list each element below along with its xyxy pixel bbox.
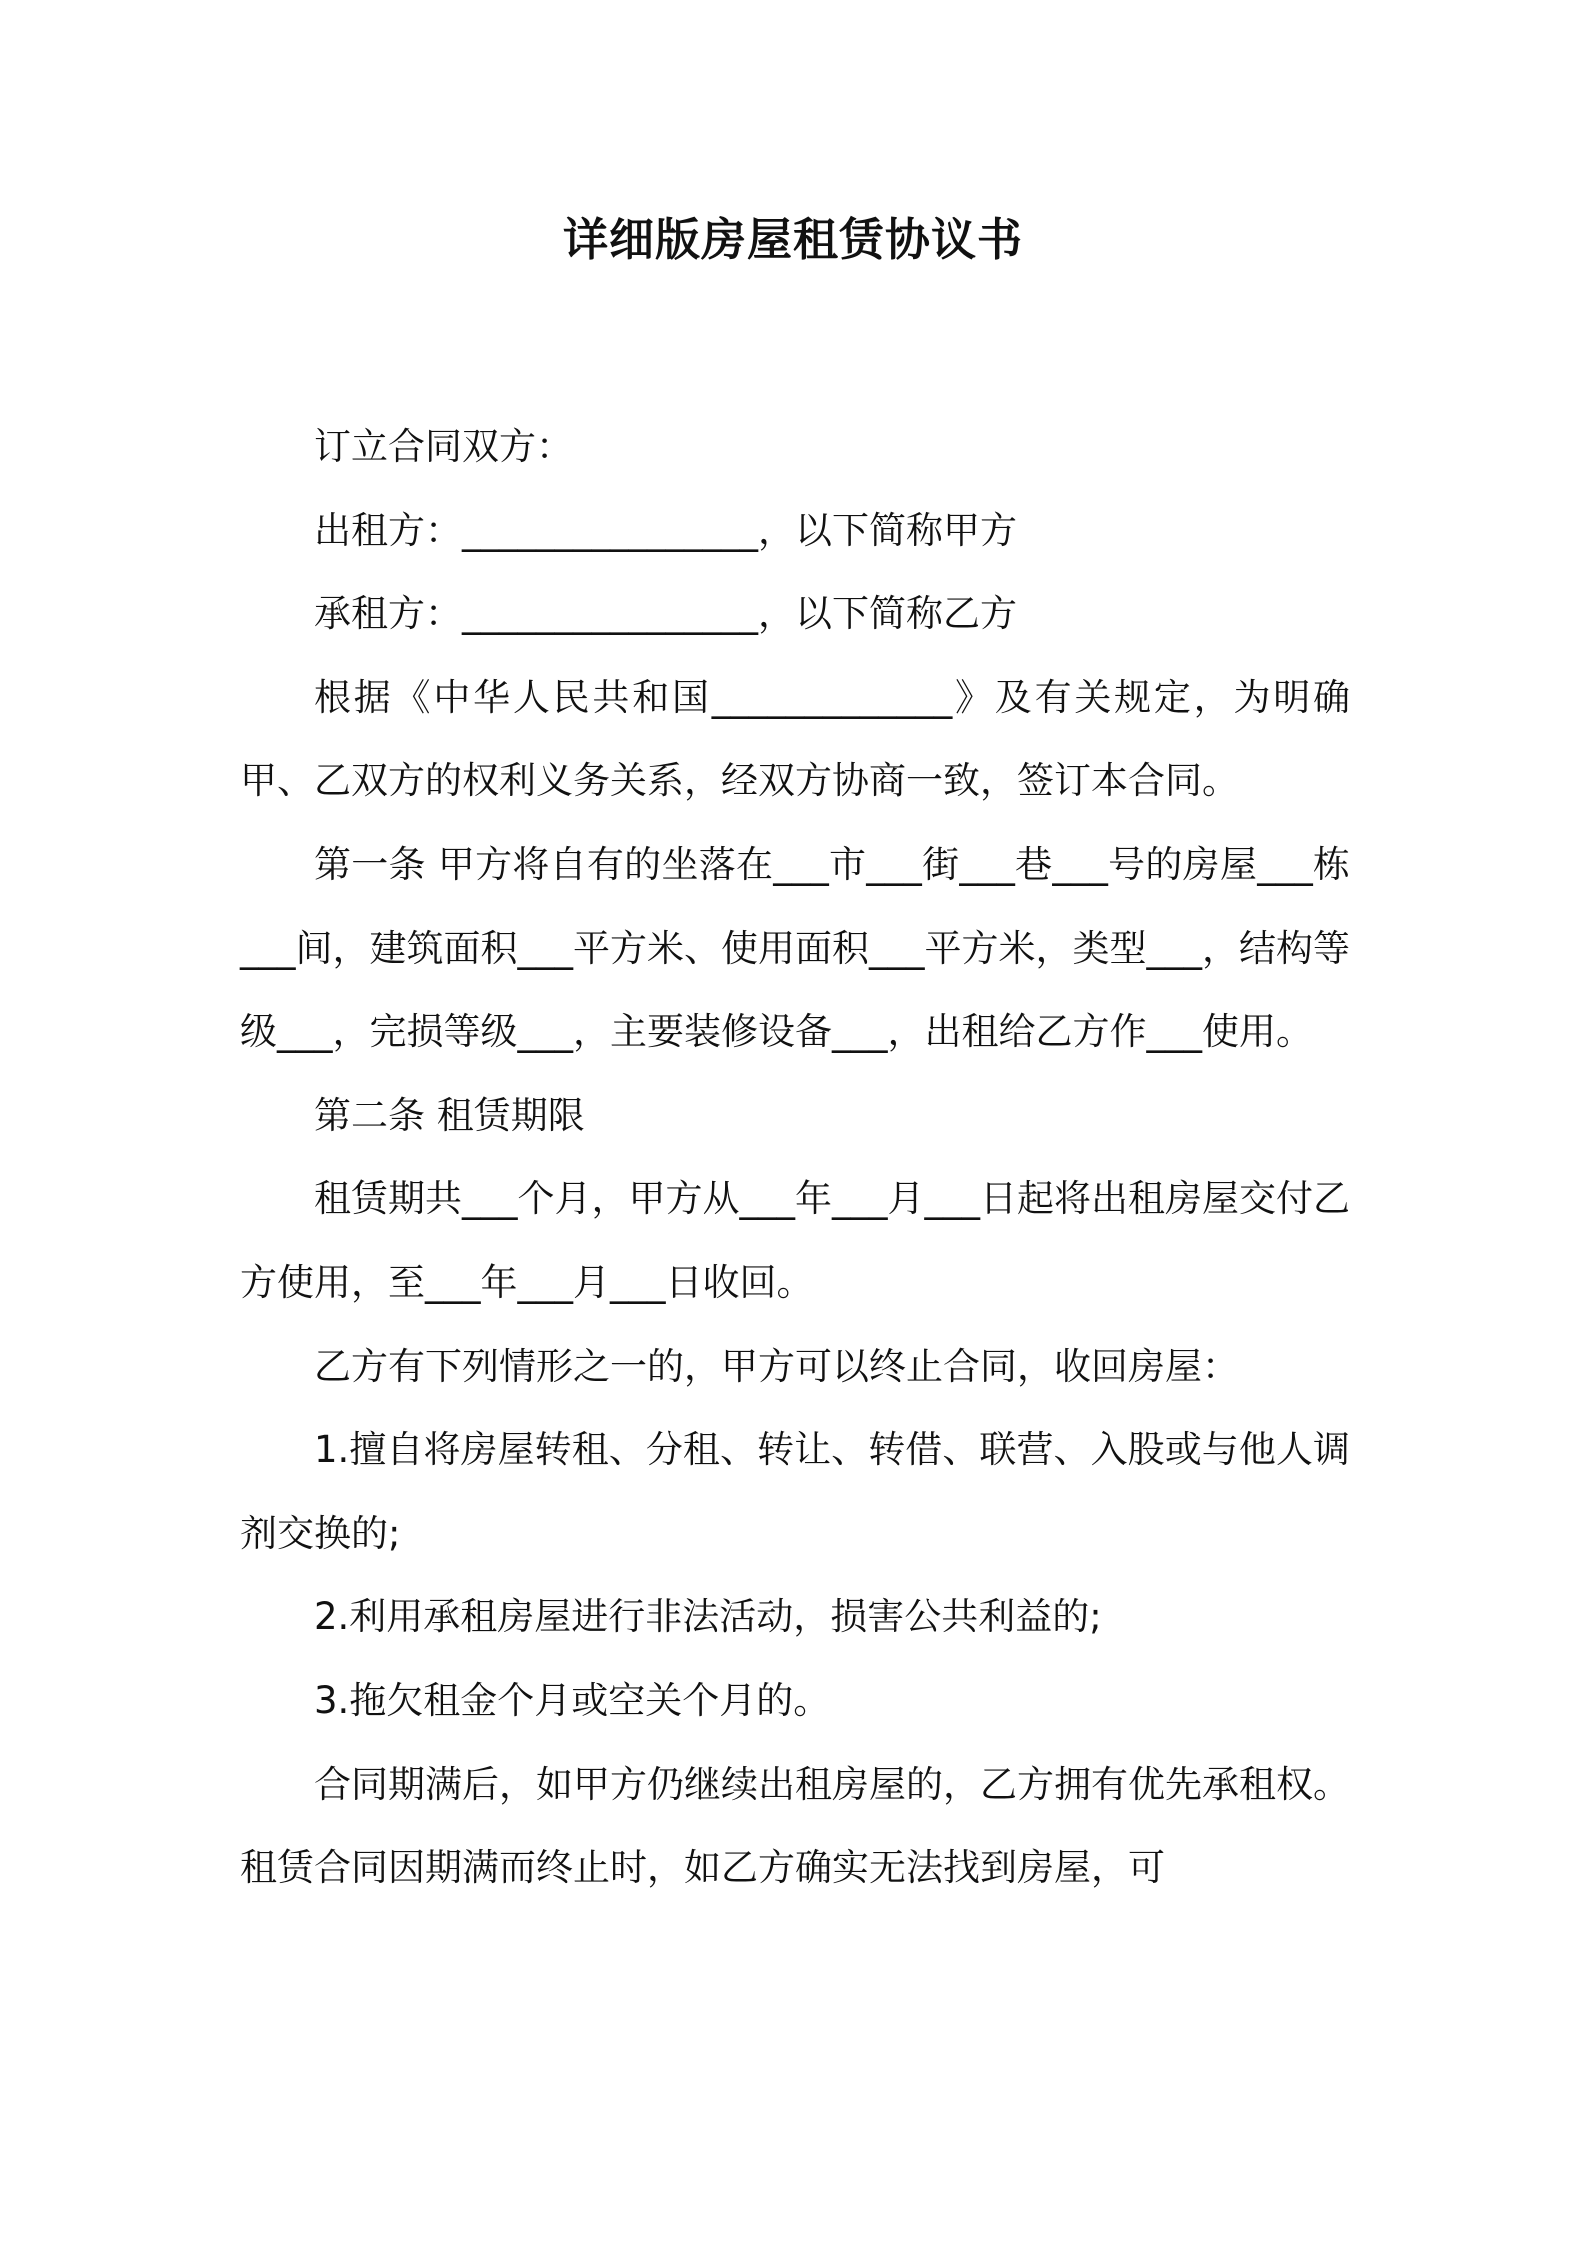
paragraph-condition-1: 1.擅自将房屋转租、分租、转让、转借、联营、入股或与他人调剂交换的; — [240, 1428, 1350, 1555]
paragraph-parties-heading: 订立合同双方： — [314, 425, 573, 468]
paragraph-legal-basis: 根据《中华人民共和国_____________》及有关规定，为明确甲、乙双方的权利义务关系，经双方协商一致，签订本合同。 — [240, 675, 1350, 803]
paragraph-lessor: 出租方：________________，以下简称甲方 — [314, 508, 1017, 552]
document-body — [240, 405, 1350, 1910]
paragraph-article-2-heading: 第二条 租赁期限 — [314, 1093, 585, 1137]
paragraph-condition-2: 2.利用承租房屋进行非法活动，损害公共利益的; — [314, 1595, 1102, 1639]
paragraph-renewal: 合同期满后，如甲方仍继续出租房屋的，乙方拥有优先承租权。 租赁合同因期满而终止时，如乙方确实无法找到房屋，可 — [240, 1762, 1350, 1890]
paragraph-article-1: 第一条 甲方将自有的坐落在___市___街___巷___号的房屋___栋___间，建筑面积___平方米、使用面积___平方米，类型___，结构等级___，完损等级___，主要装修设备___，出租给乙方作___使用。 — [240, 842, 1350, 1054]
paragraph-termination-conditions: 乙方有下列情形之一的，甲方可以终止合同，收回房屋： — [314, 1344, 1239, 1388]
document-title: 详细版房屋租赁协议书 — [562, 213, 1023, 266]
paragraph-lessee: 承租方：________________，以下简称乙方 — [314, 592, 1017, 636]
paragraph-condition-3: 3.拖欠租金个月或空关个月的。 — [314, 1678, 831, 1722]
paragraph-lease-term: 租赁期共___个月，甲方从___年___月___日起将出租房屋交付乙方使用，至___年___月___日收回。 — [240, 1177, 1350, 1304]
